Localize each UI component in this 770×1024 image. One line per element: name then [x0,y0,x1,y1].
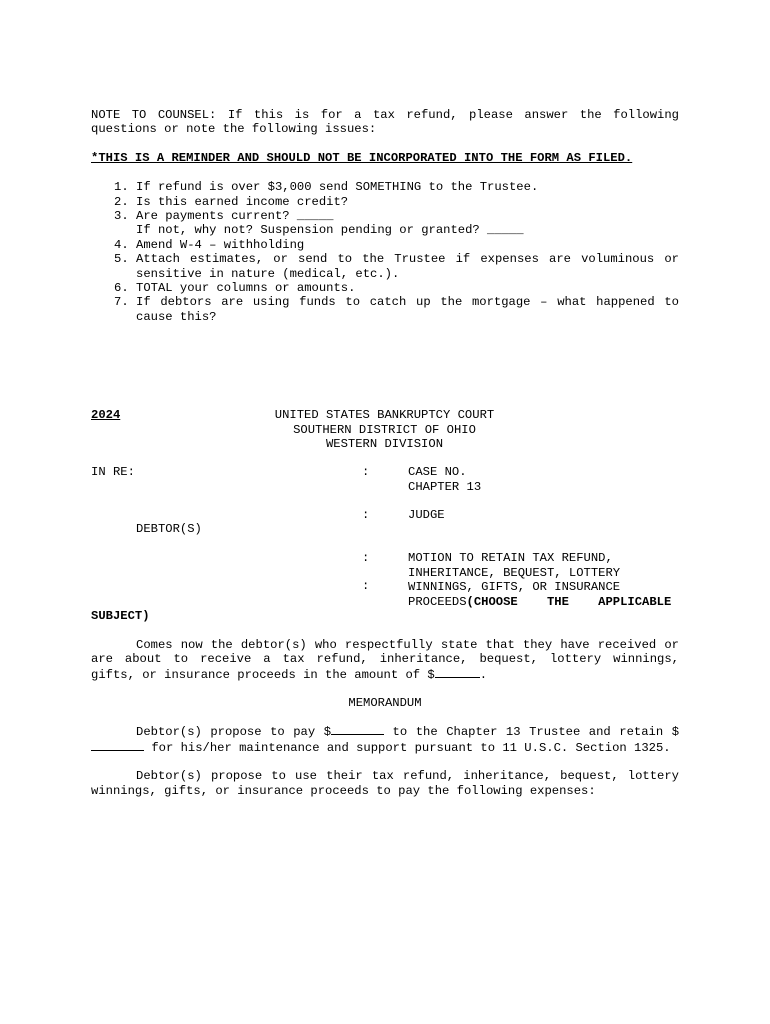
caption-header [91,408,679,452]
caption-colon: : [362,579,370,594]
trustee-amount-blank[interactable] [331,724,384,735]
case-number: CASE NO. CHAPTER 13 [408,465,482,494]
list-item: 3. Are payments current? _____ If not, why not? Suspension pending or granted? _____ [136,209,679,238]
caption-colon: : [362,508,370,523]
reminder-banner: *THIS IS A REMINDER AND SHOULD NOT BE INCORPORATED INTO THE FORM AS FILED. [91,150,633,165]
in-re-row [91,465,679,508]
motion-row [91,551,679,609]
court-title: UNITED STATES BANKRUPTCY COURT SOUTHERN DISTRICT OF OHIO WESTERN DIVISION [274,408,495,452]
note-intro: NOTE TO COUNSEL: If this is for a tax refund, please answer the following questions or note the following issues: [91,108,679,137]
memorandum-heading: MEMORANDUM [348,695,422,710]
amount-blank[interactable] [435,667,480,678]
retain-amount-blank[interactable] [91,740,144,751]
caption-colon: : [362,551,370,566]
motion-subject: SUBJECT) [91,609,150,624]
judge-row [91,508,679,551]
judge-label: JUDGE [408,508,445,523]
list-item: 4. Amend W-4 – withholding [136,238,679,252]
debtors-label: DEBTOR(S) [136,522,202,537]
in-re-label: IN RE: [91,465,135,480]
caption-colon: : [362,465,370,480]
list-item: 6. TOTAL your columns or amounts. [136,281,679,295]
list-item: 5. Attach estimates, or send to the Trustee if expenses are voluminous or sensitive in nature (medical, etc.). [136,252,679,281]
paragraph-expenses: Debtor(s) propose to use their tax refund, inheritance, bequest, lottery winnings, gifts, or insurance proceeds to pay the following expenses: [91,769,679,798]
list-item: 2. Is this earned income credit? [136,195,679,209]
paragraph-intro: Comes now the debtor(s) who respectfully state that they have received or are about to receive a tax refund, inheritance, bequest, lottery winnings, gifts, or insurance proceeds in the amount of $ . [91,637,679,682]
list-item-continuation: If not, why not? Suspension pending or granted? _____ [136,223,524,238]
checklist [91,180,679,324]
document-page [91,108,679,798]
motion-title: MOTION TO RETAIN TAX REFUND, INHERITANCE, BEQUEST, LOTTERY WINNINGS, GIFTS, OR INSURANCE PROCEEDS(CHOOSE THE APPLICABLE [408,551,672,609]
list-item: 7. If debtors are using funds to catch up the mortgage – what happened to cause this? [136,295,679,324]
paragraph-payment: Debtor(s) propose to pay $ to the Chapter 13 Trustee and retain $ for his/her maintenance and support pursuant to 11 U.S.C. Section 1325. [91,724,679,755]
list-item: 1. If refund is over $3,000 send SOMETHING to the Trustee. [136,180,679,194]
year-label: 2024 [91,408,121,423]
